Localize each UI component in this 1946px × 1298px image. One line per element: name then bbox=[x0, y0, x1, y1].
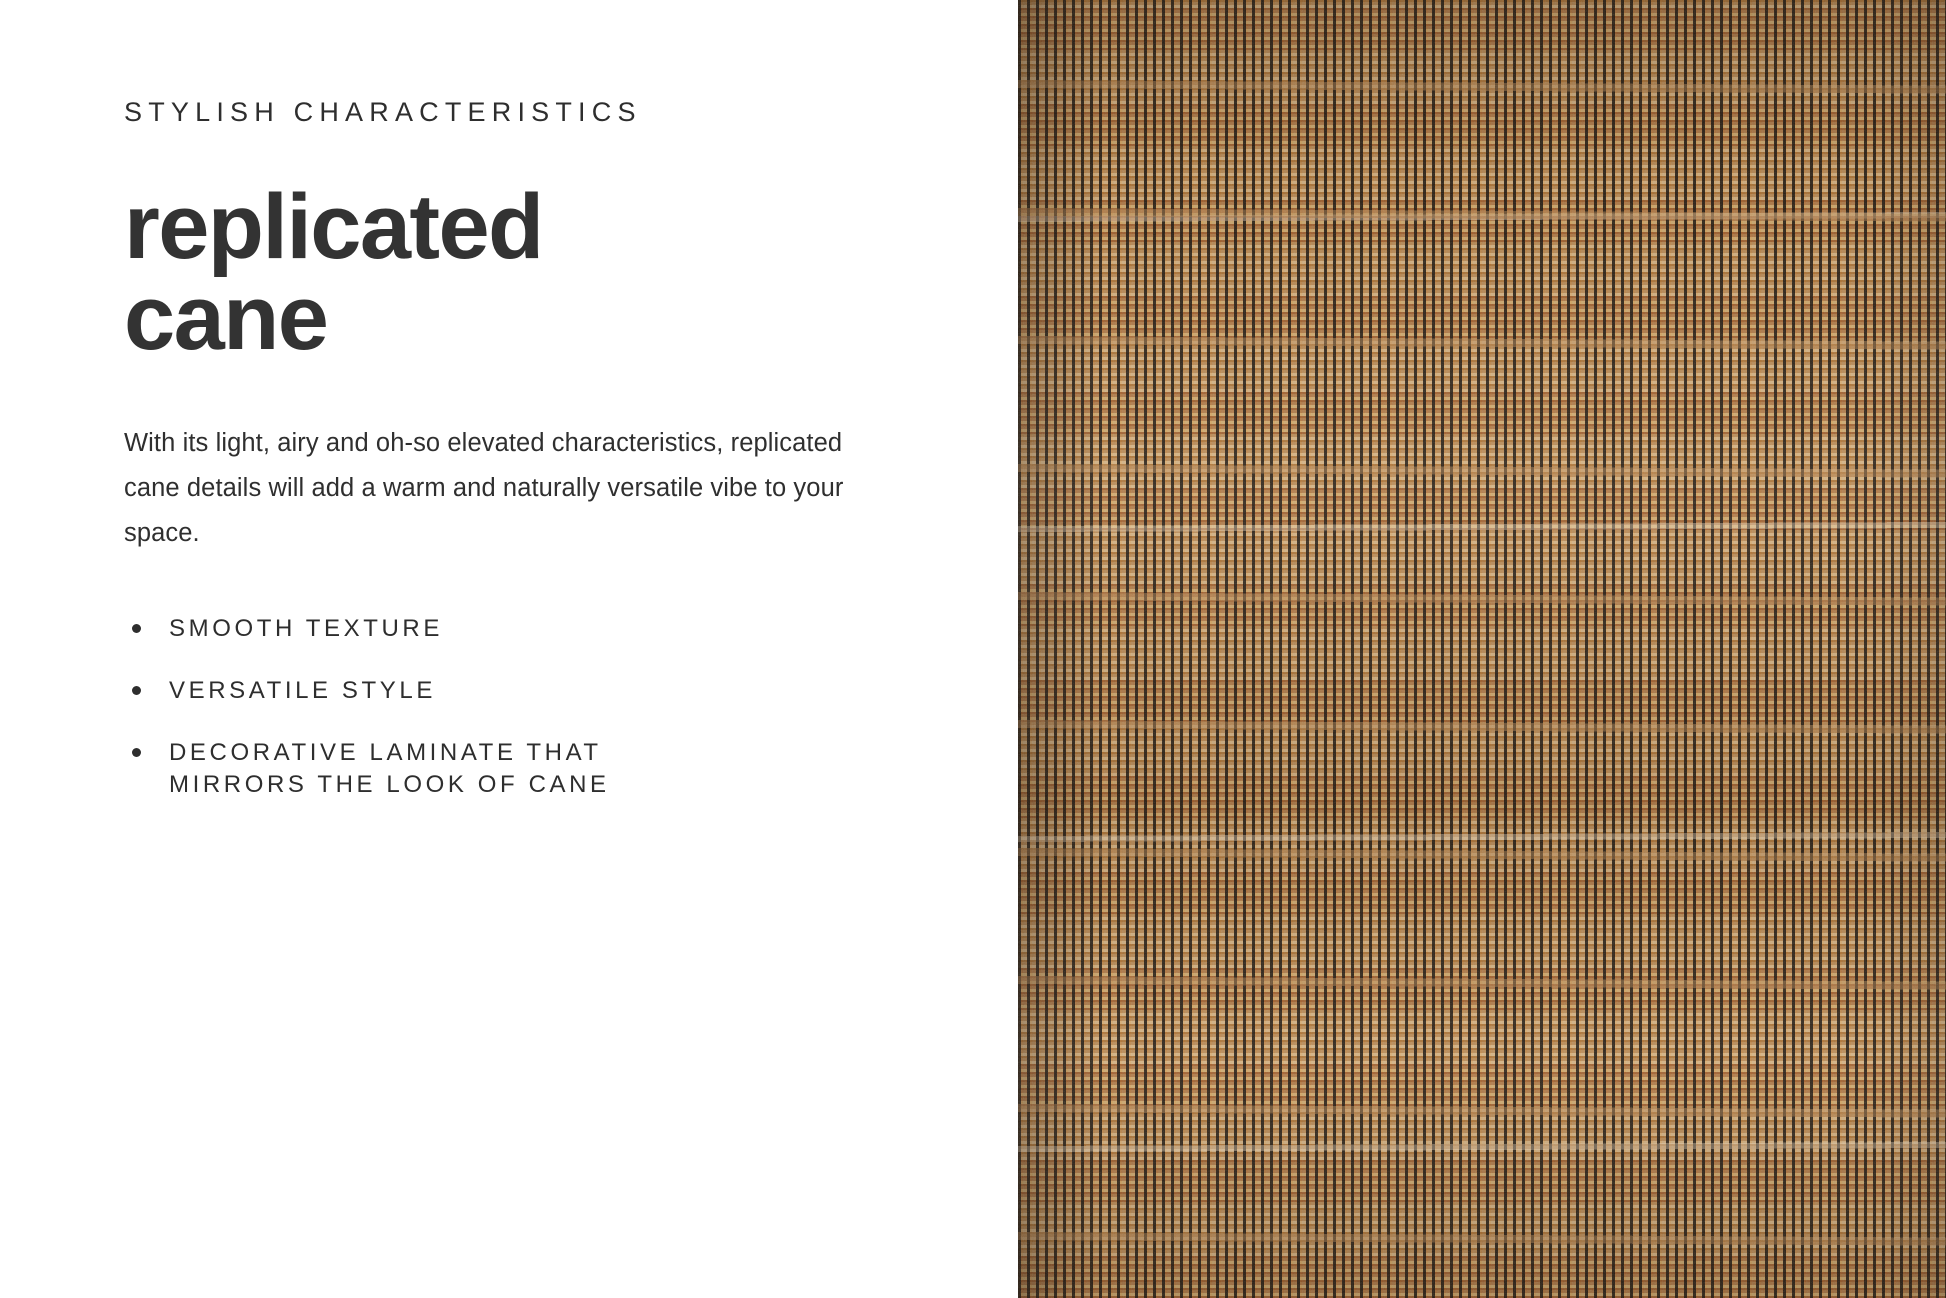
cane-texture-image bbox=[1018, 0, 1946, 1298]
bullet-icon bbox=[132, 748, 141, 757]
page-title bbox=[124, 176, 744, 369]
list-item-label: DECORATIVE LAMINATE THAT bbox=[169, 738, 602, 766]
page-title-line-1: replicated bbox=[124, 176, 543, 279]
bullet-icon bbox=[132, 624, 141, 633]
list-item-label: SMOOTH TEXTURE bbox=[169, 614, 443, 642]
page-title-line-2: cane bbox=[124, 266, 328, 369]
eyebrow-label: STYLISH CHARACTERISTICS bbox=[124, 97, 642, 127]
list-item-label: VERSATILE STYLE bbox=[169, 676, 436, 704]
list-item-label-second-line: MIRRORS THE LOOK OF CANE bbox=[169, 770, 610, 798]
bullet-icon bbox=[132, 686, 141, 695]
fiber-strands-layer bbox=[1018, 0, 1946, 1298]
list-item bbox=[124, 613, 884, 645]
list-item bbox=[124, 737, 884, 801]
body-paragraph: With its light, airy and oh-so elevated characteristics, replicated cane details will add a warm and naturally versatile vibe to your space. bbox=[124, 428, 844, 548]
text-content bbox=[124, 96, 884, 800]
feature-list bbox=[124, 613, 884, 801]
list-item bbox=[124, 675, 884, 707]
